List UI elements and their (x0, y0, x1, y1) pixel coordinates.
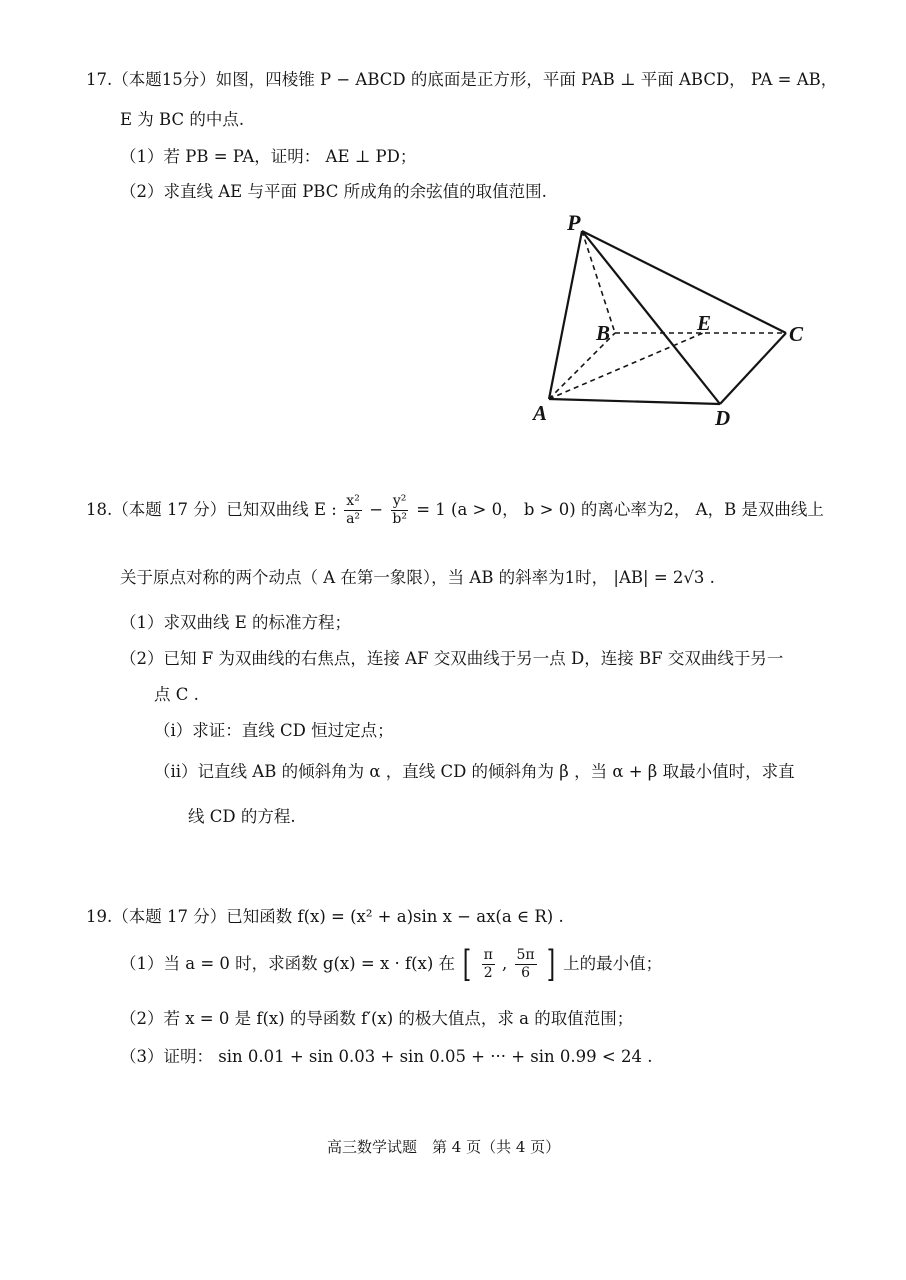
frac-num: π (483, 947, 493, 963)
frac-num: y² (392, 493, 407, 509)
q18-stem-line2: 关于原点对称的两个动点（ A 在第一象限），当 AB 的斜率为1时， |AB| = 2√3 . (120, 568, 715, 587)
q17-part1: （1）若 PB = PA，证明： AE ⊥ PD； (120, 147, 417, 166)
q18-part2-i: （i）求证：直线 CD 恒过定点； (154, 721, 394, 740)
minus-sign: − (369, 500, 384, 519)
q17-part2: （2）求直线 AE 与平面 PBC 所成角的余弦值的取值范围. (120, 182, 547, 201)
frac-den: a² (346, 511, 361, 527)
q18-stem-pre: 18.（本题 17 分）已知双曲线 E : (86, 500, 337, 519)
fraction-y2-b2 (390, 493, 409, 528)
interval-right-bracket: ] (546, 943, 556, 985)
q18-stem-post: = 1 (a > 0， b > 0) 的离心率为2， A，B 是双曲线上 (416, 500, 824, 519)
frac-num: 5π (516, 947, 535, 963)
q18-stem-line1 (86, 488, 824, 532)
interval-left-bracket: [ (463, 943, 472, 985)
frac-num: x² (346, 493, 360, 509)
fraction-x2-a2 (344, 493, 362, 528)
q18-part2-line2: 点 C . (154, 685, 199, 704)
q17-stem-line2: E 为 BC 的中点. (120, 110, 245, 129)
q19-part1-post: 上的最小值； (563, 954, 663, 973)
label-E: E (697, 311, 712, 335)
label-C: C (789, 322, 804, 346)
q17-stem-line1: 17.（本题15分）如图，四棱锥 P − ABCD 的底面是正方形，平面 PAB ⊥ 平面 ABCD， PA = AB， (86, 70, 838, 89)
fraction-5pi-6 (515, 947, 537, 982)
interval-comma: , (502, 954, 508, 973)
q19-part1 (120, 940, 662, 988)
frac-den: 6 (521, 965, 531, 981)
label-A: A (533, 401, 548, 425)
q18-part2-ii-line1: （ii）记直线 AB 的倾斜角为 α ，直线 CD 的倾斜角为 β ，当 α + β 取最小值时，求直 (154, 762, 795, 781)
label-B: B (596, 321, 611, 345)
q19-stem: 19.（本题 17 分）已知函数 f(x) = (x² + a)sin x − ax(a ∈ R) . (86, 907, 564, 926)
frac-den: 2 (483, 965, 493, 981)
page-footer: 高三数学试题 第 4 页（共 4 页） (327, 1138, 561, 1156)
q18-part2-ii-line2: 线 CD 的方程. (188, 807, 296, 826)
q18-part2-line1: （2）已知 F 为双曲线的右焦点，连接 AF 交双曲线于另一点 D，连接 BF 交双曲线于另一 (120, 649, 784, 668)
fraction-pi-2 (482, 947, 495, 982)
label-P: P (567, 210, 581, 235)
label-D: D (715, 406, 731, 430)
q19-part1-pre: （1）当 a = 0 时，求函数 g(x) = x · f(x) 在 (120, 954, 456, 973)
q18-part1: （1）求双曲线 E 的标准方程； (120, 613, 352, 632)
q19-part3: （3）证明： sin 0.01 + sin 0.03 + sin 0.05 + ··· + sin 0.99 < 24 . (120, 1047, 653, 1066)
frac-den: b² (392, 511, 407, 527)
q19-part2: （2）若 x = 0 是 f(x) 的导函数 f′(x) 的极大值点，求 a 的取值范围； (120, 1009, 634, 1028)
